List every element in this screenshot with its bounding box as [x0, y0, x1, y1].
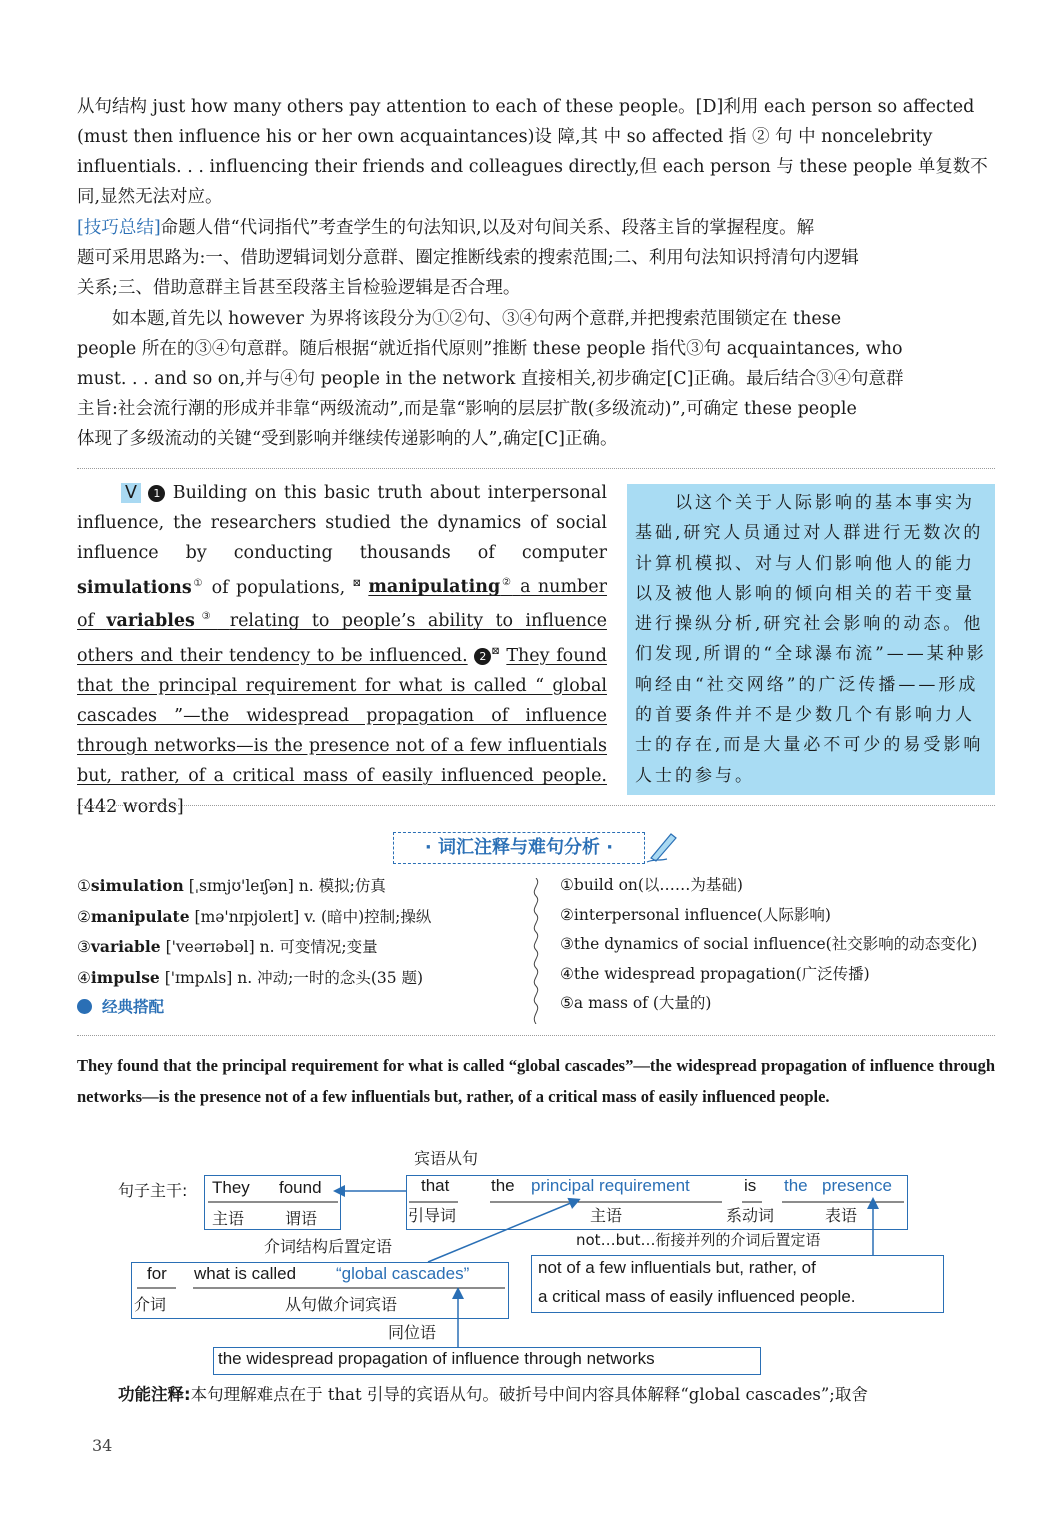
text-line: 题可采用思路为:一、借助逻辑词划分意群、圈定推断线索的搜索范围;二、利用句法知识捋清句内逻辑 [77, 248, 859, 268]
collocation-item: ②interpersonal influence(人际影响) [560, 905, 831, 924]
prep-postmodifier-label: 介词结构后置定语 [264, 1237, 393, 1256]
structure-mark-icon: ⊠ [352, 577, 361, 589]
text-line: 如本题,首先以 however 为界将该段分为①②句、③④句两个意群,并把搜索范围锁定在 these [112, 309, 842, 329]
collocation-heading: 经典搭配 [77, 993, 527, 1023]
collocation-item: ①build on(以……为基础) [560, 876, 743, 894]
word-count: [442 words] [77, 796, 184, 817]
collocation-item: ③the dynamics of social influence(社交影响的动态变化) [560, 935, 978, 953]
text-line: must. . . and so on,并与④句 people in the network 直接相关,初步确定[C]正确。最后结合③④句意群 [77, 369, 904, 389]
collocation-item: ⑤a mass of (大量的) [560, 994, 712, 1012]
underlined-phrase: manipulating② a number of variables③ relating to people’s ability to influence others and their tendency to be influenced. [77, 577, 607, 666]
main-clause-label: 句子主干: [118, 1181, 188, 1200]
sentence-number-1: 1 [148, 485, 165, 502]
text-line: influentials. . . influencing their friends and colleagues directly,但 each person 与 these people 单复数不 [77, 157, 988, 177]
underlined-sentence: They found that the principal requirement for what is called “ global cascades ”—the widespread propagation of influence through networks—is the presence not of a few influentials but, rather, of a critical mass of easily influenced people. [77, 645, 607, 787]
text-line: (must then influence his or her own acquaintances)设 障,其 中 so affected 指 ② 句 中 noncelebrity [77, 127, 933, 147]
vocab-item: ③variable ['veərɪəbəl] n. 可变情况;变量 [77, 937, 378, 956]
text-line: 从句结构 just how many others pay attention to each of these people。[D]利用 each person so affected [77, 97, 975, 117]
function-note: 功能注释:本句理解难点在于 that 引导的宾语从句。破折号中间内容具体解释“global cascades”;取舍 [118, 1385, 868, 1404]
vocab-word: manipulating [368, 577, 501, 598]
vocab-word: variables [106, 611, 195, 632]
function-note-label: 功能注释: [118, 1385, 191, 1404]
text-line: [技巧总结]命题人借“代词指代”考查学生的句法知识,以及对句间关系、段落主旨的掌握程度。解 [77, 218, 815, 238]
passage-paragraph: V 1 Building on this basic truth about interpersonal influence, the researchers studied the dynamics of social influence by conducting thousands of computer simulations① of populations, ⊠ manipulating② a number of variables③ relating to people’s ability to influence others and their tendency to be influenced. 2 ⊠ They found that the principal requirement for what is called “ global cascades ”—the widespread propagation of influence through networks—is the presence not of a few influentials but, rather, of a critical mass of easily influenced people. [442 words] [77, 483, 607, 817]
text-line: 关系;三、借助意群主旨甚至段落主旨检验逻辑是否合理。 [77, 278, 521, 298]
key-sentence: They found that the principal requirement for what is called “global cascades”—the widespread propagation of influence through networks—is the presence not of a few influentials but, rather, of a critical mass of easily influenced people. [77, 1056, 995, 1106]
sentence-number-2: 2 [474, 648, 491, 665]
text-line: 体现了多级流动的关键“受到影响并继续传递影响的人”,确定[C]正确。 [77, 429, 618, 449]
text-line: 主旨:社会流行潮的形成并非靠“两级流动”,而是靠“影响的层层扩散(多级流动)”,可确定 these people [77, 399, 857, 419]
section-title: · 词汇注释与难句分析 · [393, 832, 645, 864]
text-line: 同,显然无法对应。 [77, 187, 223, 207]
paragraph-mark: V [121, 483, 141, 503]
page-number: 34 [92, 1436, 113, 1455]
translation-text: 以这个关于人际影响的基本事实为基础,研究人员通过对人群进行无数次的计算机模拟、对与人们影响他人的能力以及被他人影响的倾向相关的若干变量进行操纵分析,研究社会影响的动态。他们发现,所谓的“全球瀑布流”——某种影响经由“社交网络”的广泛传播——形成的首要条件并不是少数几个有影响力人士的存在,而是大量必不可少的易受影响人士的参与。 [635, 493, 987, 786]
vocab-item: ①simulation [ˌsɪmjʊ'leɪʃən] n. 模拟;仿真 [77, 876, 386, 895]
sentence-structure-diagram: 句子主干: They found 主语 谓语 宾语从句 that the principal requirement is the presence 引导词 主语 系动词 表语 介词结构后置定语 not…but…衔接并列的介词后置定语 for what is called “global cascades” 介词 从句做介词宾语 not of a few influentials but, rather, of a critical mass of easily influenced people. 同位语 the widespread propagation of influence through networks [0, 0, 1045, 1528]
apposition-label: 同位语 [388, 1323, 437, 1342]
structure-mark-icon: ⊠ [491, 645, 500, 657]
object-clause-label: 宾语从句 [414, 1149, 479, 1168]
vocab-item: ④impulse ['ɪmpʌls] n. 冲动;一时的念头(35 题) [77, 967, 424, 987]
vocab-item: ②manipulate [mə'nɪpjʊleɪt] v. (暗中)控制;操纵 [77, 906, 432, 926]
tip-summary-tag: [技巧总结] [77, 218, 161, 238]
collocation-item: ④the widespread propagation(广泛传播) [560, 964, 870, 983]
notbut-label: not…but…衔接并列的介词后置定语 [576, 1231, 821, 1249]
vocab-word: simulations [77, 577, 192, 598]
text-line: people 所在的③④句意群。随后根据“就近指代原则”推断 these people 指代③句 acquaintances, who [77, 339, 903, 359]
